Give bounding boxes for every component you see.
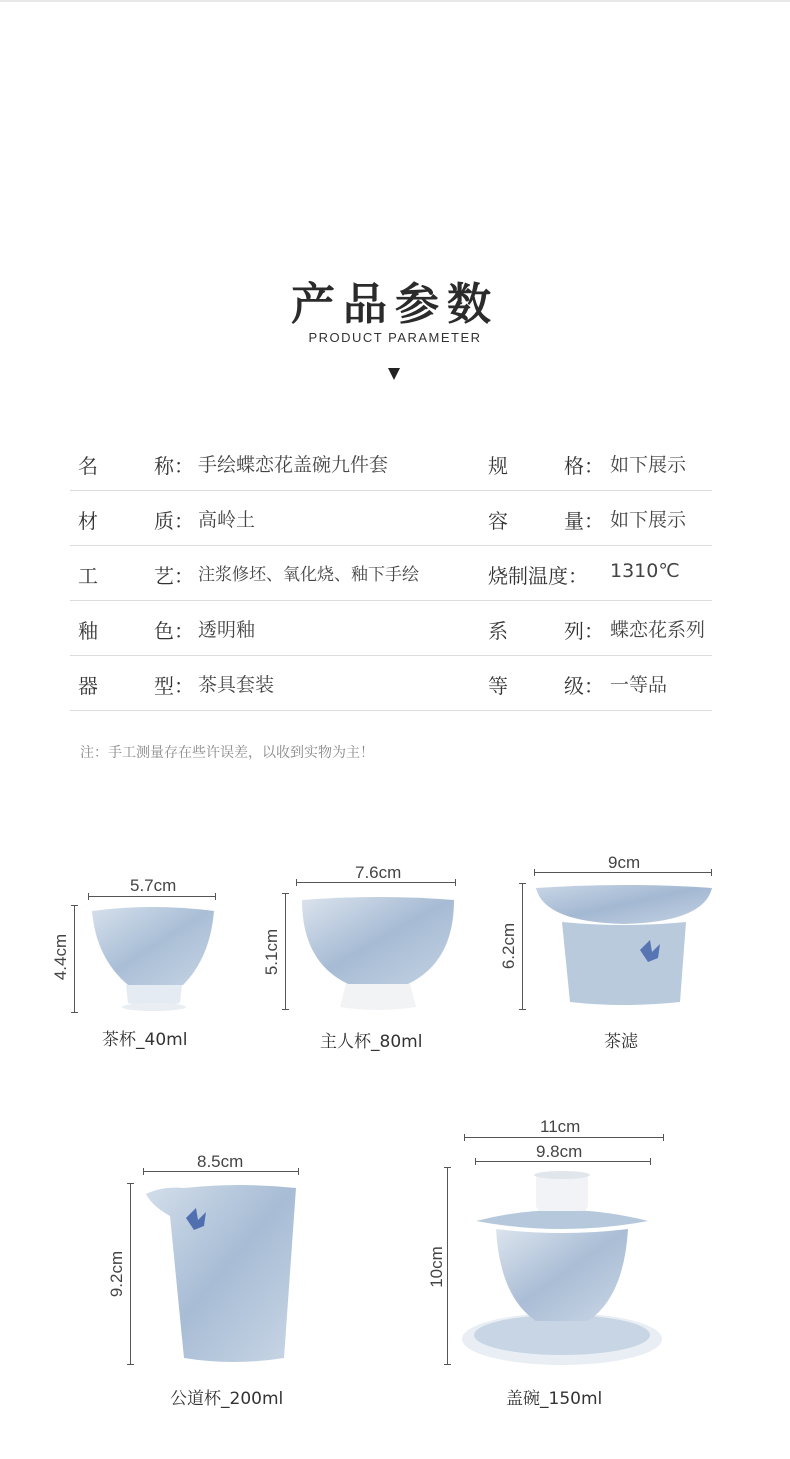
param-key: 艺： (154, 564, 194, 588)
param-value: 注浆修坯、氧化烧、釉下手绘 (198, 565, 419, 585)
param-key: 色： (154, 619, 194, 643)
param-value: 茶具套装 (198, 674, 275, 696)
product-caption: 盖碗_150ml (506, 1389, 603, 1409)
param-value: 透明釉 (198, 619, 256, 641)
width-label: 5.7cm (130, 876, 177, 895)
product-caption: 公道杯_200ml (170, 1389, 284, 1409)
height-line (130, 1183, 131, 1365)
width-line (534, 872, 712, 873)
top-divider (0, 0, 790, 2)
height-label: 6.2cm (499, 922, 519, 970)
width-label: 9cm (608, 853, 641, 872)
param-key: 列： (564, 619, 604, 643)
height-line (447, 1167, 448, 1365)
page-title: 产品参数 (291, 279, 499, 330)
product-pitcher (100, 1150, 320, 1410)
param-value: 1310℃ (610, 560, 680, 582)
down-arrow-icon (388, 368, 400, 380)
height-line (285, 893, 286, 1010)
param-value: 高岭土 (198, 509, 256, 531)
width-inner-line (475, 1161, 651, 1162)
product-caption: 茶滤 (604, 1032, 638, 1052)
height-line (522, 883, 523, 1010)
master-cup-image (298, 892, 458, 1017)
width-outer-line (464, 1137, 664, 1138)
width-outer-label: 11cm (540, 1117, 581, 1136)
width-label: 8.5cm (197, 1152, 244, 1171)
width-label: 7.6cm (355, 863, 402, 882)
param-value: 如下展示 (610, 454, 687, 476)
param-key: 容 (488, 509, 508, 533)
height-line (74, 905, 75, 1013)
gaiwan-image (458, 1171, 668, 1371)
width-inner-label: 9.8cm (536, 1142, 583, 1161)
param-row (70, 491, 712, 546)
param-value: 手绘蝶恋花盖碗九件套 (198, 454, 389, 476)
param-key: 烧制温度： (488, 564, 588, 588)
param-value: 一等品 (610, 674, 668, 696)
product-caption: 茶杯_40ml (102, 1030, 188, 1050)
product-gaiwan (420, 1115, 680, 1415)
param-key: 量： (564, 509, 604, 533)
param-key: 釉 (78, 619, 98, 643)
measurement-note: 注：手工测量存在些许误差，以收到实物为主！ (80, 745, 374, 761)
height-label: 4.4cm (51, 933, 71, 981)
param-value: 蝶恋花系列 (610, 619, 706, 641)
page-subtitle: PRODUCT PARAMETER (308, 330, 482, 345)
product-master-cup (260, 860, 480, 1050)
param-key: 系 (488, 619, 508, 643)
param-key: 名 (78, 454, 98, 478)
param-row (70, 601, 712, 656)
pitcher-image (144, 1180, 304, 1370)
param-key: 型： (154, 674, 194, 698)
height-label: 10cm (426, 1246, 446, 1288)
params-table (70, 436, 712, 711)
param-key: 工 (78, 564, 98, 588)
product-caption: 主人杯_80ml (320, 1032, 423, 1052)
width-line (143, 1171, 299, 1172)
tea-cup-image (88, 903, 218, 1018)
param-key: 称： (154, 454, 194, 478)
width-line (88, 896, 216, 897)
param-key: 格： (564, 454, 604, 478)
param-row (70, 546, 712, 601)
param-key: 规 (488, 454, 508, 478)
width-line (296, 882, 456, 883)
height-label: 5.1cm (262, 928, 282, 976)
height-label: 9.2cm (107, 1250, 127, 1298)
param-key: 等 (488, 674, 508, 698)
param-row (70, 656, 712, 711)
param-value: 如下展示 (610, 509, 687, 531)
param-key: 器 (78, 674, 98, 698)
param-key: 质： (154, 509, 194, 533)
param-row (70, 436, 712, 491)
strainer-image (534, 882, 714, 1012)
product-strainer (500, 850, 740, 1050)
param-key: 级： (564, 674, 604, 698)
param-key: 材 (78, 509, 98, 533)
product-tea-cup (50, 870, 240, 1050)
